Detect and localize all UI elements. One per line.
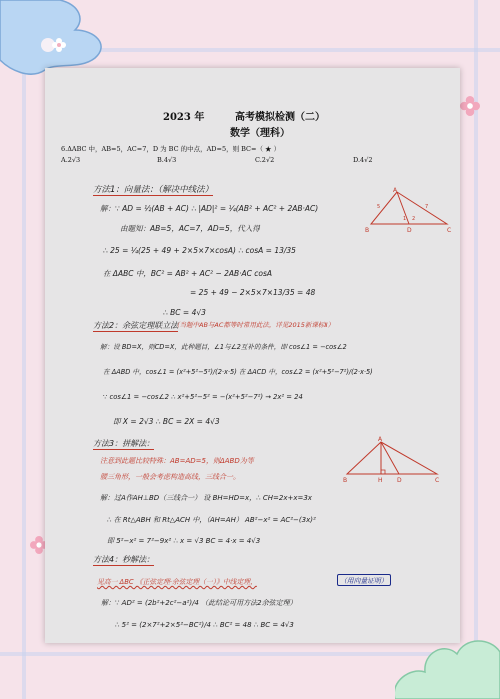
exam-year: 2023 年 [163,112,205,123]
method2-title: 方法2：余弦定理联立法 [93,321,179,330]
figure-label: C [447,227,452,234]
exam-subject: 数学（理科） [230,128,290,139]
flower-icon [52,38,66,52]
figure-label: H [378,477,383,484]
method3-title: 方法3：拼解法： [93,439,155,448]
method2-line: ∵ cos∠1 = −cos∠2 ∴ x²+5²−5² = −(x²+5²−7²) → 2x² = 24 [103,393,303,401]
option-b: B.4√3 [157,156,177,164]
method3-line: 即 5²−x² = 7²−9x² ∴ x = √3 BC = 4·x = 4√3 [107,537,261,545]
method3-line: ∴ 在 Rt△ABH 和 Rt△ACH 中，（AH=AH） AB²−x² = AC²−(3x)² [107,516,316,524]
figure-label: C [435,477,440,484]
method2-line: 在 ΔABD 中，cos∠1 = (x²+5²−5²)/(2·x·5) 在 ΔACD 中，cos∠2 = (x²+5²−7²)/(2·x·5) [103,368,373,376]
bg-stripe [22,0,26,699]
method4-title: 方法4：秒解法： [93,555,155,564]
method4-note: 见高一 ΔBC 《正弦定理·余弦定理（一）》中线定理， [97,578,257,586]
figure-label: B [365,227,370,234]
method3-note: 腰三角形，一般会考虑构造高线，三线合一。 [100,473,240,481]
question-stem: 6.ΔABC 中，AB=5，AC=7，D 为 BC 的中点，AD=5，则 BC=（ ★ ） [61,145,281,153]
exam-title: 高考模拟检测（二） [235,112,325,123]
triangle-figure [343,436,443,484]
figure-label: 2 [412,216,416,222]
option-a: A.2√3 [61,156,81,164]
figure-label: A [378,436,383,443]
figure-label: 7 [425,204,429,210]
method4-line: 解：∵ AD² = (2b²+2c²−a²)/4 （此结论可用方法2余弦定理） [101,599,297,607]
method1-line: = 25 + 49 − 2×5×7×13/35 = 48 [190,288,316,297]
figure-label: D [397,477,402,484]
triangle-figure [363,186,453,236]
figure-label: A [393,187,398,194]
method2-line: 即 X = 2√3 ∴ BC = 2X = 4√3 [113,417,220,426]
method4-line: ∴ 5² = (2×7²+2×5²−BC²)/4 ∴ BC² = 48 ∴ BC = 4√3 [115,621,294,629]
method1-line: 由题知：AB=5，AC=7，AD=5，代入得 [120,224,260,233]
figure-label: B [343,477,348,484]
method2-note: （当题中AB与AC都等时常用此法，详见2015新课标Ⅱ） [173,321,335,329]
method1-line: ∴ 25 = ¼(25 + 49 + 2×5×7×cosA) ∴ cosA = 13/35 [103,246,296,255]
flower-icon [460,96,480,116]
option-d: D.4√2 [353,156,373,164]
method1-line: 解：∵ AD = ½(AB + AC) ∴ |AD|² = ¼(AB² + AC² + 2AB·AC) [100,204,319,213]
option-c: C.2√2 [255,156,275,164]
figure-label: 5 [377,204,381,210]
figure-label: 1 [403,216,407,222]
exam-paper [45,68,460,643]
method1-line: 在 ΔABC 中，BC² = AB² + AC² − 2AB·AC cosA [103,269,273,278]
method1-line: ∴ BC = 4√3 [163,308,206,317]
method3-note: 注意到此题比较特殊：AB=AD=5，则ΔABD为等 [100,457,254,465]
method3-line: 解：过A作AH⊥BD（三线合一） 设 BH=HD=x，∴ CH=2x+x=3x [100,494,312,502]
method1-title: 方法1：向量法：（解决中线法） [93,185,214,195]
figure-label: D [407,227,412,234]
method4-boxed-note: （用向量证明） [337,574,391,586]
method2-line: 解：设 BD=X，则CD=X，此种题目，∠1与∠2互补的条件，即 cos∠1 = −cos∠2 [100,343,347,351]
